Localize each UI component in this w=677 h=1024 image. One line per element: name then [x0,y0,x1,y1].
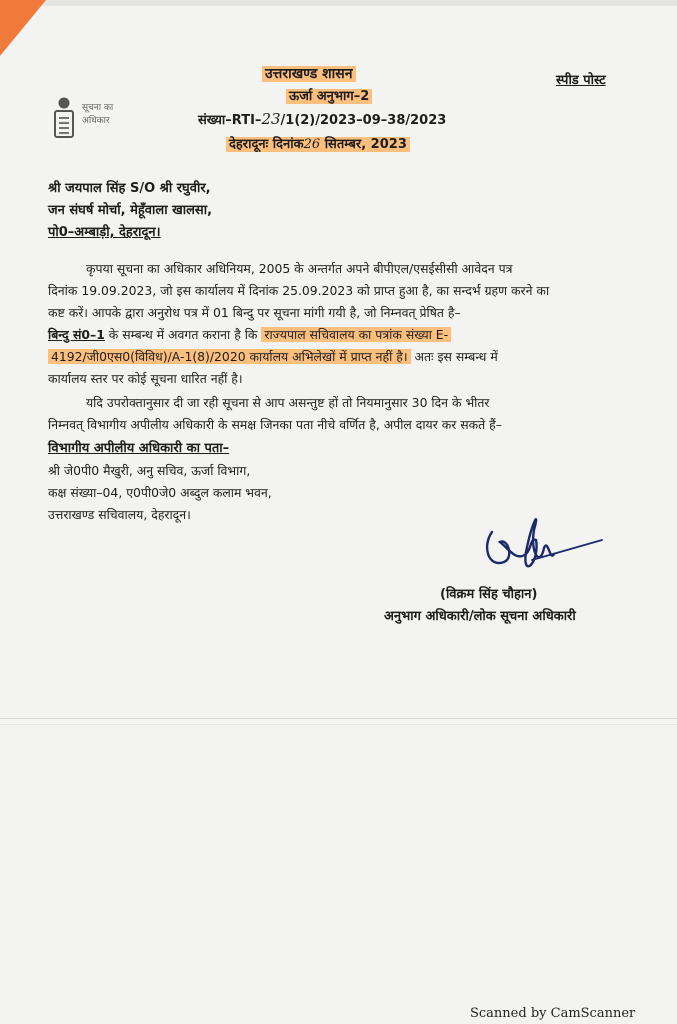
emblem-caption [82,102,113,128]
reference-number: संख्या–RTI–23/1(2)/2023–09–38/2023 [198,110,447,128]
handwritten-day: 26 [303,137,321,152]
addressee-line: पो0–अम्बाड़ी, देहरादून। [48,225,161,240]
paragraph-line: 4192/जी0एस0(विविध)/A-1(8)/2020 कार्यालय अभिलेखों में प्राप्त नहीं है। अतः इस सम्बन्ध में [48,346,498,368]
paragraph-line: निम्नवत् विभागीय अपीलीय अधिकारी के समक्ष जिनका पता नीचे वर्णित है, अपील दायर कर सकते हैं– [48,417,502,432]
address-line: कक्ष संख्या–04, ए0पी0जे0 अब्दुल कलाम भवन, [48,485,272,500]
signatory-designation: अनुभाग अधिकारी/लोक सूचना अधिकारी [384,609,576,624]
dispatch-mode: स्पीड पोस्ट [556,73,606,88]
highlighted-text: 4192/जी0एस0(विविध)/A-1(8)/2020 कार्यालय अभिलेखों में प्राप्त नहीं है। [48,349,411,364]
corner-fold-mark [0,0,46,56]
signature-image [478,502,608,586]
paragraph-line: कार्यालय स्तर पर कोई सूचना धारित नहीं है। [48,371,243,386]
paragraph-line: यदि उपरोक्तानुसार दी जा रही सूचना से आप असन्तुष्ट हों तो नियमानुसार 30 दिन के भीतर [86,395,490,410]
section-name: ऊर्जा अनुभाग–2 [286,86,372,104]
addressee-line: श्री जयपाल सिंह S/O श्री रघुवीर, [48,181,211,196]
paragraph-2 [48,324,498,390]
scanner-watermark: Scanned by CamScanner [470,1006,636,1021]
address-line: श्री जे0पी0 मैखुरी, अनु सचिव, ऊर्जा विभाग, [48,463,251,478]
paragraph-3 [48,392,502,436]
handwritten-number: 23 [261,110,281,128]
paragraph-line: दिनांक 19.09.2023, जो इस कार्यालय में दिनांक 25.09.2023 को प्राप्त हुआ है, का सन्दर्भ ग्रहण करने का [48,283,550,298]
emblem-caption-line: सूचना का [82,103,114,113]
highlighted-text: राज्यपाल सचिवालय का पत्रांक संख्या E- [261,327,451,342]
paragraph-1 [48,258,549,324]
top-edge [0,0,677,6]
appeal-address [48,460,272,526]
emblem-caption-line: अधिकार [82,116,110,126]
department-name: उत्तराखण्ड शासन [262,64,356,83]
paragraph-line: कृपया सूचना का अधिकार अधिनियम, 2005 के अन्तर्गत अपने बीपीएल/एसईसीसी आवेदन पत्र [86,261,513,276]
letter-date: देहरादूनः दिनांक26 सितम्बर, 2023 [226,134,410,152]
point-label: बिन्दु सं0–1 [48,327,105,342]
appeal-heading: विभागीय अपीलीय अधिकारी का पता– [48,441,230,456]
rti-emblem-icon [48,96,80,140]
signatory-name: (विक्रम सिंह चौहान) [440,587,538,602]
paragraph-line: बिन्दु सं0–1 के सम्बन्ध में अवगत कराना है कि राज्यपाल सचिवालय का पत्रांक संख्या E- [48,324,498,346]
addressee-block [48,178,212,244]
address-line: उत्तराखण्ड सचिवालय, देहरादून। [48,507,191,522]
addressee-line: जन संघर्ष मोर्चा, मेहूँवाला खालसा, [48,203,213,218]
scan-fold-line [0,718,677,719]
paragraph-line: कष्ट करें। आपके द्वारा अनुरोध पत्र में 01 बिन्दु पर सूचना मांगी गयी है, जो निम्नवत् प्रेषित है– [48,305,461,320]
scan-fold-line [0,724,677,725]
